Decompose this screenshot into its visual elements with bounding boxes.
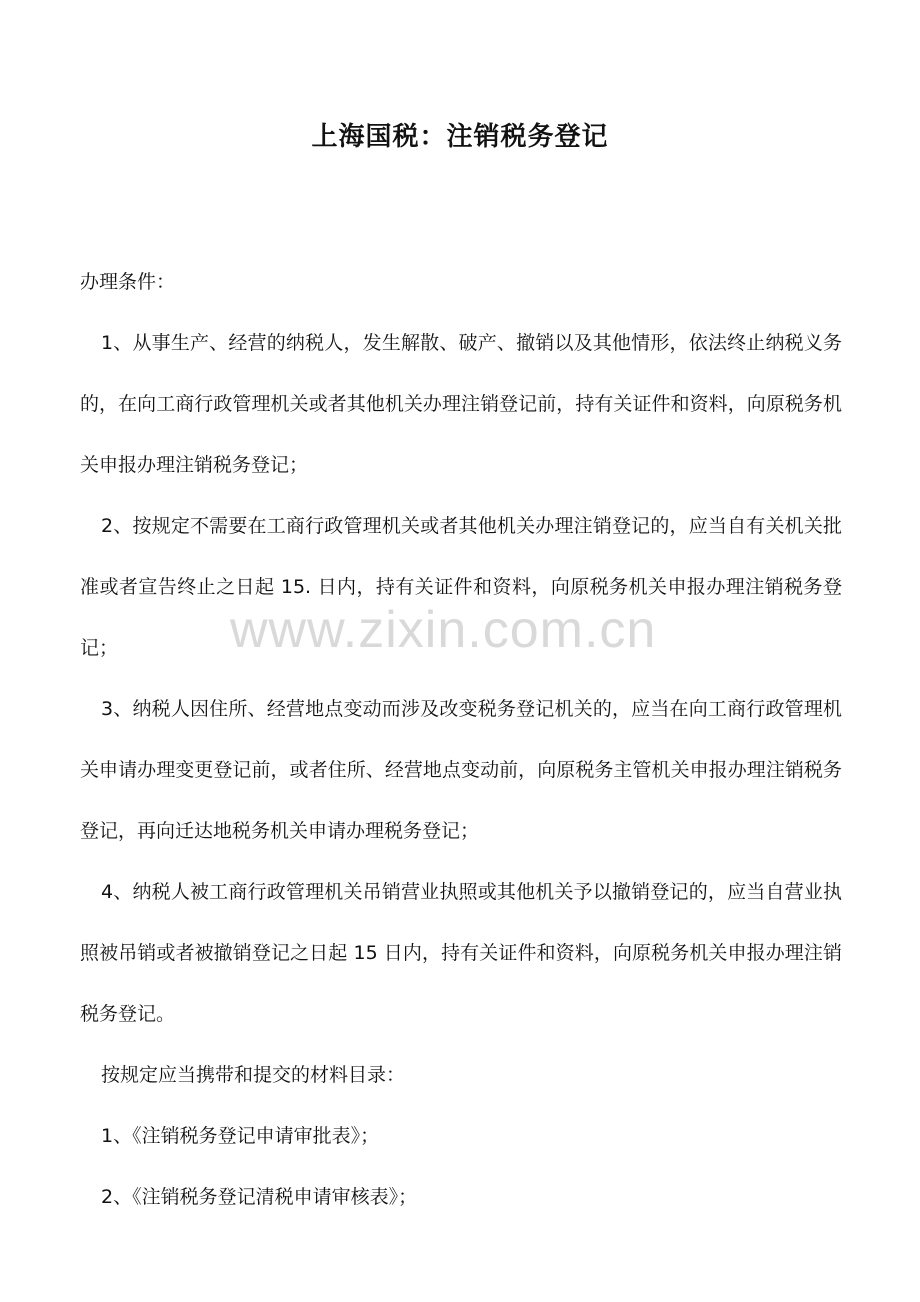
document-body (80, 252, 842, 1228)
material-item-1: 1、《注销税务登记申请审批表》； (101, 1125, 380, 1147)
condition-item-3: 3、纳税人因住所、经营地点变动而涉及改变税务登记机关的，应当在向工商行政管理机关申请办理变更登记前，或者住所、经营地点变动前，向原税务主管机关申报办理注销税务登记，再向迁达地税务机关申请办理税务登记； (80, 698, 842, 842)
document-title: 上海国税：注销税务登记 (311, 122, 609, 152)
material-item-2: 2、《注销税务登记清税申请审核表》； (101, 1186, 418, 1208)
condition-item-4: 4、纳税人被工商行政管理机关吊销营业执照或其他机关予以撤销登记的，应当自营业执照被吊销或者被撤销登记之日起 15 日内，持有关证件和资料，向原税务机关申报办理注销税务登记。 (80, 881, 842, 1025)
section-label-conditions: 办理条件： (80, 271, 176, 293)
condition-item-1: 1、从事生产、经营的纳税人，发生解散、破产、撤销以及其他情形，依法终止纳税义务的，在向工商行政管理机关或者其他机关办理注销登记前，持有关证件和资料，向原税务机关申报办理注销税务登记； (80, 332, 842, 476)
watermark: www.zixin.com.cn (230, 601, 657, 659)
section-label-materials: 按规定应当携带和提交的材料目录： (101, 1064, 406, 1086)
condition-item-2: 2、按规定不需要在工商行政管理机关或者其他机关办理注销登记的，应当自有关机关批准或者宣告终止之日起 15. 日内，持有关证件和资料，向原税务机关申报办理注销税务登记； (80, 515, 842, 659)
